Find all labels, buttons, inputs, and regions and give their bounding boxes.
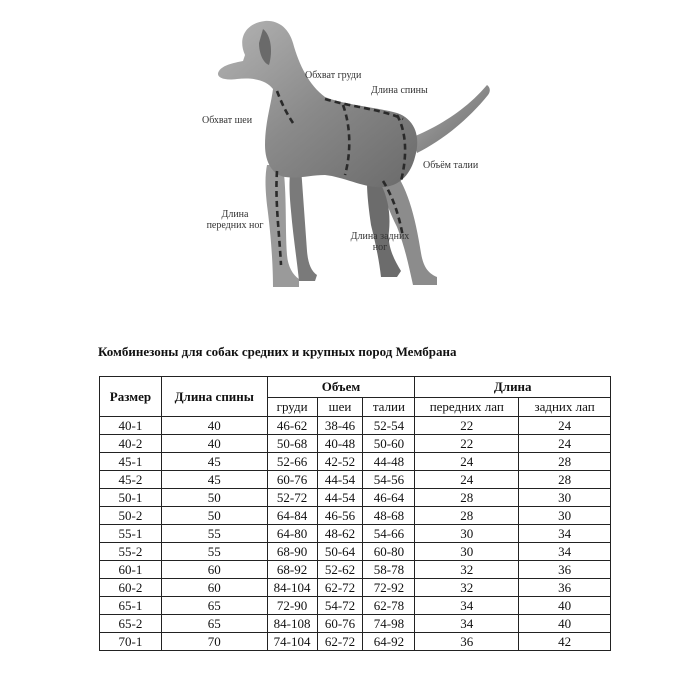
size-table	[99, 376, 611, 651]
cell: 40-2	[100, 435, 162, 453]
cell: 45	[161, 471, 267, 489]
label-front-legs-length: Длина передних ног	[206, 209, 264, 231]
cell: 32	[415, 561, 519, 579]
cell: 30	[415, 543, 519, 561]
table-row	[100, 579, 611, 597]
cell: 40	[161, 435, 267, 453]
cell: 46-56	[317, 507, 363, 525]
cell: 28	[519, 453, 611, 471]
cell: 24	[519, 435, 611, 453]
label-hind-legs-length: Длина задних ног	[350, 231, 410, 253]
cell: 72-90	[267, 597, 317, 615]
cell: 36	[519, 579, 611, 597]
cell: 84-104	[267, 579, 317, 597]
label-waist-volume: Объём талии	[423, 160, 479, 171]
cell: 50-2	[100, 507, 162, 525]
cell: 24	[415, 471, 519, 489]
table-row	[100, 615, 611, 633]
cell: 60	[161, 579, 267, 597]
cell: 40	[519, 597, 611, 615]
label-back-length: Длина спины	[371, 85, 428, 96]
header-waist: талии	[363, 398, 415, 417]
cell: 60-1	[100, 561, 162, 579]
cell: 60-76	[267, 471, 317, 489]
cell: 55	[161, 525, 267, 543]
cell: 45-2	[100, 471, 162, 489]
cell: 60-2	[100, 579, 162, 597]
label-neck-girth: Обхват шеи	[202, 115, 253, 126]
cell: 68-90	[267, 543, 317, 561]
cell: 52-72	[267, 489, 317, 507]
cell: 74-104	[267, 633, 317, 651]
cell: 34	[519, 543, 611, 561]
cell: 50-64	[317, 543, 363, 561]
cell: 22	[415, 435, 519, 453]
cell: 36	[519, 561, 611, 579]
table-row	[100, 489, 611, 507]
cell: 30	[519, 507, 611, 525]
table-title: Комбинезоны для собак средних и крупных пород Мембрана	[98, 344, 457, 359]
cell: 50	[161, 507, 267, 525]
cell: 30	[519, 489, 611, 507]
cell: 24	[415, 453, 519, 471]
cell: 32	[415, 579, 519, 597]
cell: 65-1	[100, 597, 162, 615]
cell: 28	[415, 489, 519, 507]
cell: 55-1	[100, 525, 162, 543]
cell: 46-64	[363, 489, 415, 507]
cell: 24	[519, 417, 611, 435]
cell: 46-62	[267, 417, 317, 435]
cell: 54-72	[317, 597, 363, 615]
cell: 62-72	[317, 633, 363, 651]
cell: 50-60	[363, 435, 415, 453]
cell: 52-54	[363, 417, 415, 435]
cell: 34	[519, 525, 611, 543]
dog-measurement-illustration	[175, 15, 505, 295]
dog-silhouette-icon	[175, 15, 505, 295]
cell: 64-80	[267, 525, 317, 543]
header-size: Размер	[100, 377, 162, 417]
cell: 55	[161, 543, 267, 561]
cell: 50	[161, 489, 267, 507]
cell: 44-54	[317, 471, 363, 489]
header-hind-legs: задних лап	[519, 398, 611, 417]
cell: 55-2	[100, 543, 162, 561]
cell: 45-1	[100, 453, 162, 471]
cell: 58-78	[363, 561, 415, 579]
cell: 38-46	[317, 417, 363, 435]
cell: 65	[161, 597, 267, 615]
cell: 54-66	[363, 525, 415, 543]
cell: 28	[415, 507, 519, 525]
cell: 65	[161, 615, 267, 633]
header-back-length: Длина спины	[161, 377, 267, 417]
cell: 60-76	[317, 615, 363, 633]
cell: 22	[415, 417, 519, 435]
cell: 40	[519, 615, 611, 633]
cell: 60	[161, 561, 267, 579]
cell: 36	[415, 633, 519, 651]
cell: 52-66	[267, 453, 317, 471]
cell: 72-92	[363, 579, 415, 597]
cell: 50-1	[100, 489, 162, 507]
cell: 64-92	[363, 633, 415, 651]
header-length: Длина	[415, 377, 611, 398]
table-row	[100, 543, 611, 561]
cell: 54-56	[363, 471, 415, 489]
cell: 62-78	[363, 597, 415, 615]
header-front-legs: передних лап	[415, 398, 519, 417]
table-row	[100, 525, 611, 543]
table-row	[100, 417, 611, 435]
cell: 68-92	[267, 561, 317, 579]
cell: 62-72	[317, 579, 363, 597]
table-row	[100, 561, 611, 579]
cell: 34	[415, 615, 519, 633]
cell: 48-62	[317, 525, 363, 543]
cell: 70-1	[100, 633, 162, 651]
cell: 28	[519, 471, 611, 489]
header-chest: груди	[267, 398, 317, 417]
header-volume: Объем	[267, 377, 415, 398]
table-header-row	[100, 377, 611, 398]
cell: 60-80	[363, 543, 415, 561]
label-chest-girth: Обхват груди	[305, 70, 362, 81]
cell: 45	[161, 453, 267, 471]
cell: 34	[415, 597, 519, 615]
header-neck: шеи	[317, 398, 363, 417]
cell: 50-68	[267, 435, 317, 453]
table-row	[100, 597, 611, 615]
cell: 40-1	[100, 417, 162, 435]
cell: 42	[519, 633, 611, 651]
cell: 64-84	[267, 507, 317, 525]
cell: 70	[161, 633, 267, 651]
cell: 40	[161, 417, 267, 435]
table-row	[100, 471, 611, 489]
cell: 74-98	[363, 615, 415, 633]
cell: 40-48	[317, 435, 363, 453]
cell: 42-52	[317, 453, 363, 471]
cell: 52-62	[317, 561, 363, 579]
cell: 84-108	[267, 615, 317, 633]
table-row	[100, 435, 611, 453]
table-row	[100, 507, 611, 525]
table-row	[100, 633, 611, 651]
cell: 65-2	[100, 615, 162, 633]
cell: 44-54	[317, 489, 363, 507]
table-row	[100, 453, 611, 471]
cell: 44-48	[363, 453, 415, 471]
cell: 30	[415, 525, 519, 543]
cell: 48-68	[363, 507, 415, 525]
